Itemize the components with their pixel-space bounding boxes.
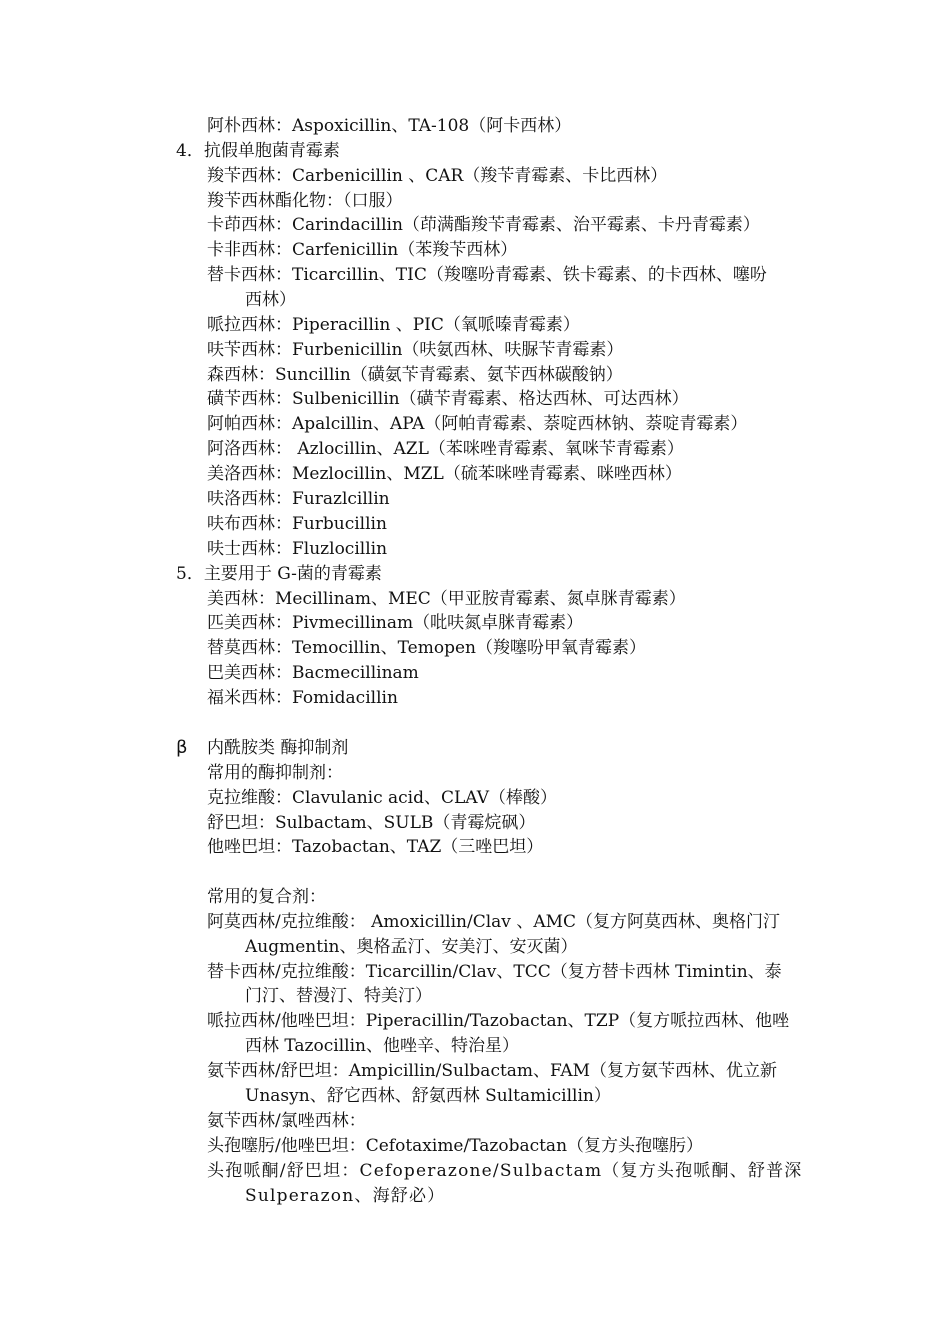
section-heading: 5．主要用于 G-菌的青霉素: [176, 564, 382, 584]
text-line-continuation: 门汀、替漫汀、特美汀）: [245, 986, 432, 1006]
text-line: 羧苄西林：Carbenicillin 、CAR（羧苄青霉素、卡比西林）: [207, 166, 668, 186]
text-line-continuation: Unasyn、舒它西林、舒氨西林 Sultamicillin）: [245, 1086, 611, 1106]
text-line: 阿莫西林/克拉维酸： Amoxicillin/Clav 、AMC（复方阿莫西林、奥格门汀: [207, 912, 781, 932]
text-line: 阿朴西林：Aspoxicillin、TA-108（阿卡西林）: [207, 116, 572, 136]
text-line: 他唑巴坦：Tazobactan、TAZ（三唑巴坦）: [207, 837, 544, 857]
text-line: 美洛西林：Mezlocillin、MZL（硫苯咪唑青霉素、咪唑西林）: [207, 464, 682, 484]
text-line: 头孢噻肟/他唑巴坦：Cefotaxime/Tazobactan（复方头孢噻肟）: [207, 1136, 704, 1156]
text-line: 呋布西林：Furbucillin: [207, 514, 387, 534]
text-line: 阿洛西林： Azlocillin、AZL（苯咪唑青霉素、氧咪苄青霉素）: [207, 439, 684, 459]
text-line-continuation: Augmentin、奥格孟汀、安美汀、安灭菌）: [245, 937, 578, 957]
text-line: 替卡西林/克拉维酸：Ticarcillin/Clav、TCC（复方替卡西林 Timintin、泰: [207, 962, 782, 982]
text-line: 头孢哌酮/舒巴坦：Cefoperazone/Sulbactam（复方头孢哌酮、舒普深: [207, 1161, 803, 1181]
text-line: 羧苄西林酯化物：（口服）: [207, 191, 403, 211]
text-line: 氨苄西林/舒巴坦：Ampicillin/Sulbactam、FAM（复方氨苄西林、优立新: [207, 1061, 778, 1081]
text-line: 呋苄西林：Furbenicillin（呋氨西林、呋脲苄青霉素）: [207, 340, 624, 360]
text-line: 卡茚西林：Carindacillin（茚满酯羧苄青霉素、治平霉素、卡丹青霉素）: [207, 215, 760, 235]
text-line-continuation: 西林 Tazocillin、他唑辛、特治星）: [245, 1036, 519, 1056]
text-line: 常用的酶抑制剂：: [207, 763, 343, 783]
text-line: 舒巴坦：Sulbactam、SULB（青霉烷砜）: [207, 813, 536, 833]
text-line: 美西林：Mecillinam、MEC（甲亚胺青霉素、氮卓脒青霉素）: [207, 589, 686, 609]
text-line: 克拉维酸：Clavulanic acid、CLAV（棒酸）: [207, 788, 557, 808]
text-line: 替卡西林：Ticarcillin、TIC（羧噻吩青霉素、铁卡霉素、的卡西林、噻吩: [207, 265, 767, 285]
text-line: 常用的复合剂：: [207, 887, 326, 907]
text-line: 哌拉西林/他唑巴坦：Piperacillin/Tazobactan、TZP（复方哌拉西林、他唑: [207, 1011, 790, 1031]
text-line-continuation: 西林）: [245, 290, 296, 310]
text-line: 呋士西林：Fluzlocillin: [207, 539, 388, 559]
text-line-continuation: Sulperazon、海舒必）: [245, 1186, 446, 1206]
text-line: 阿帕西林：Apalcillin、APA（阿帕青霉素、萘啶西林钠、萘啶青霉素）: [207, 414, 748, 434]
text-line: 卡非西林：Carfenicillin（苯羧苄西林）: [207, 240, 518, 260]
text-line: 哌拉西林：Piperacillin 、PIC（氧哌嗪青霉素）: [207, 315, 580, 335]
text-line: 替莫西林：Temocillin、Temopen（羧噻吩甲氧青霉素）: [207, 638, 646, 658]
text-line: 福米西林：Fomidacillin: [207, 688, 398, 708]
text-line: 磺苄西林：Sulbenicillin（磺苄青霉素、格达西林、可达西林）: [207, 389, 689, 409]
text-line: 森西林：Suncillin（磺氨苄青霉素、氨苄西林碳酸钠）: [207, 365, 623, 385]
beta-symbol: β: [176, 737, 188, 758]
text-line: 呋洛西林：Furazlcillin: [207, 489, 390, 509]
section-heading: 内酰胺类 酶抑制剂: [207, 738, 349, 758]
text-line: 匹美西林：Pivmecillinam（吡呋氮卓脒青霉素）: [207, 613, 584, 633]
text-line: 氨苄西林/氯唑西林：: [207, 1111, 366, 1131]
text-line: 巴美西林：Bacmecillinam: [207, 663, 419, 683]
section-heading: 4．抗假单胞菌青霉素: [176, 141, 340, 161]
